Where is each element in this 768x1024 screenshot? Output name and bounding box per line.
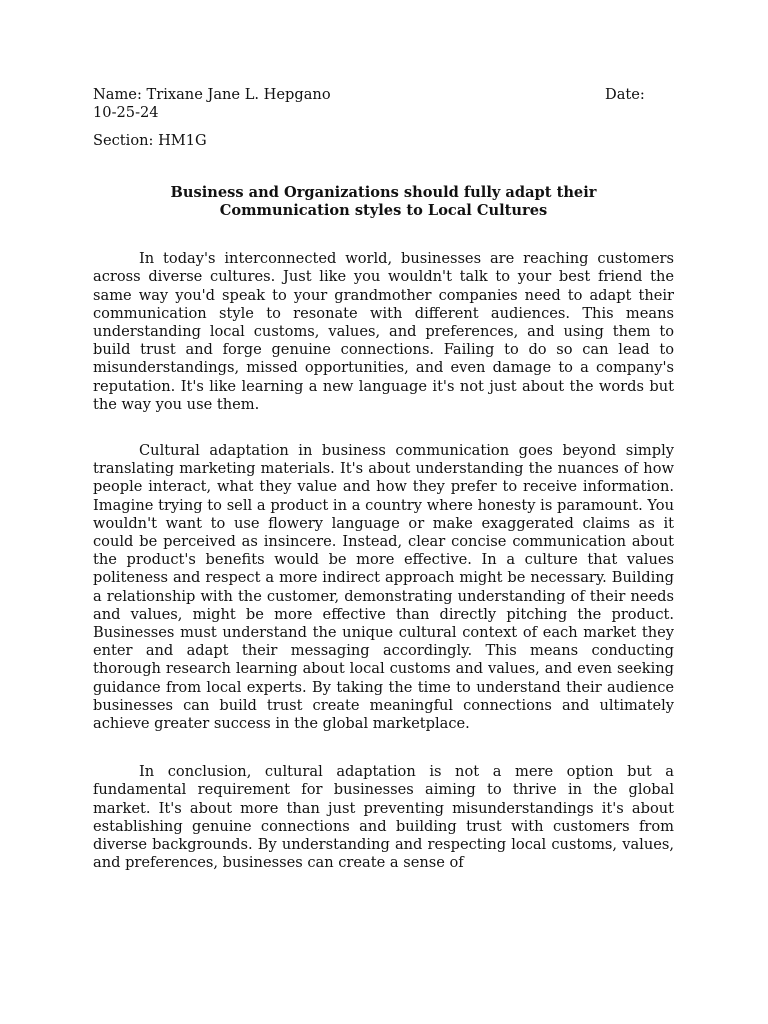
essay-title xyxy=(93,184,674,220)
essay-title-line-1: Business and Organizations should fully adapt their xyxy=(170,184,597,202)
paragraph-body: Cultural adaptation in business communication goes beyond simply translating marketing materials. It's about understanding the nuances of how people interact, what they value and how they prefer to receive information. Imagine trying to sell a product in a country where honesty is paramount. You wouldn't want to use flowery language or make exaggerated claims as it could be perceived as insincere. Instead, clear concise communication about the product's benefits would be more effective. In a culture that values politeness and respect a more indirect approach might be necessary. Building a relationship with the customer, demonstrating understanding of their needs and values, might be more effective than directly pitching the product. Businesses must understand the unique cultural context of each market they enter and adapt their messaging accordingly. This means conducting thorough research learning about local customs and values, and even seeking guidance from local experts. By taking the time to understand their audience businesses can build trust create meaningful connections and ultimately achieve greater success in the global marketplace. xyxy=(93,442,674,733)
document-body xyxy=(93,86,674,873)
student-name: Name: Trixane Jane L. Hepgano xyxy=(93,86,331,103)
paragraph-conclusion: In conclusion, cultural adaptation is not a mere option but a fundamental requirement for businesses aiming to thrive in the global market. It's about more than just preventing misunderstandings it's about establishing genuine connections and building trust with customers from diverse backgrounds. By understanding and respecting local customs, values, and preferences, businesses can create a sense of xyxy=(93,763,674,872)
paragraph-intro: In today's interconnected world, businesses are reaching customers across diverse cultures. Just like you wouldn't talk to your best friend the same way you'd speak to your grandmother companies need to adapt their communication style to resonate with different audiences. This means understanding local customs, values, and preferences, and using them to build trust and forge genuine connections. Failing to do so can lead to misunderstandings, missed opportunities, and even damage to a company's reputation. It's like learning a new language it's not just about the words but the way you use them. xyxy=(93,250,674,413)
header-line xyxy=(93,86,674,104)
essay-title-line-2: Communication styles to Local Cultures xyxy=(219,202,548,220)
date-label: Date: xyxy=(605,86,645,103)
section-label: Section: HM1G xyxy=(93,132,207,149)
date-value: 10-25-24 xyxy=(93,104,159,121)
